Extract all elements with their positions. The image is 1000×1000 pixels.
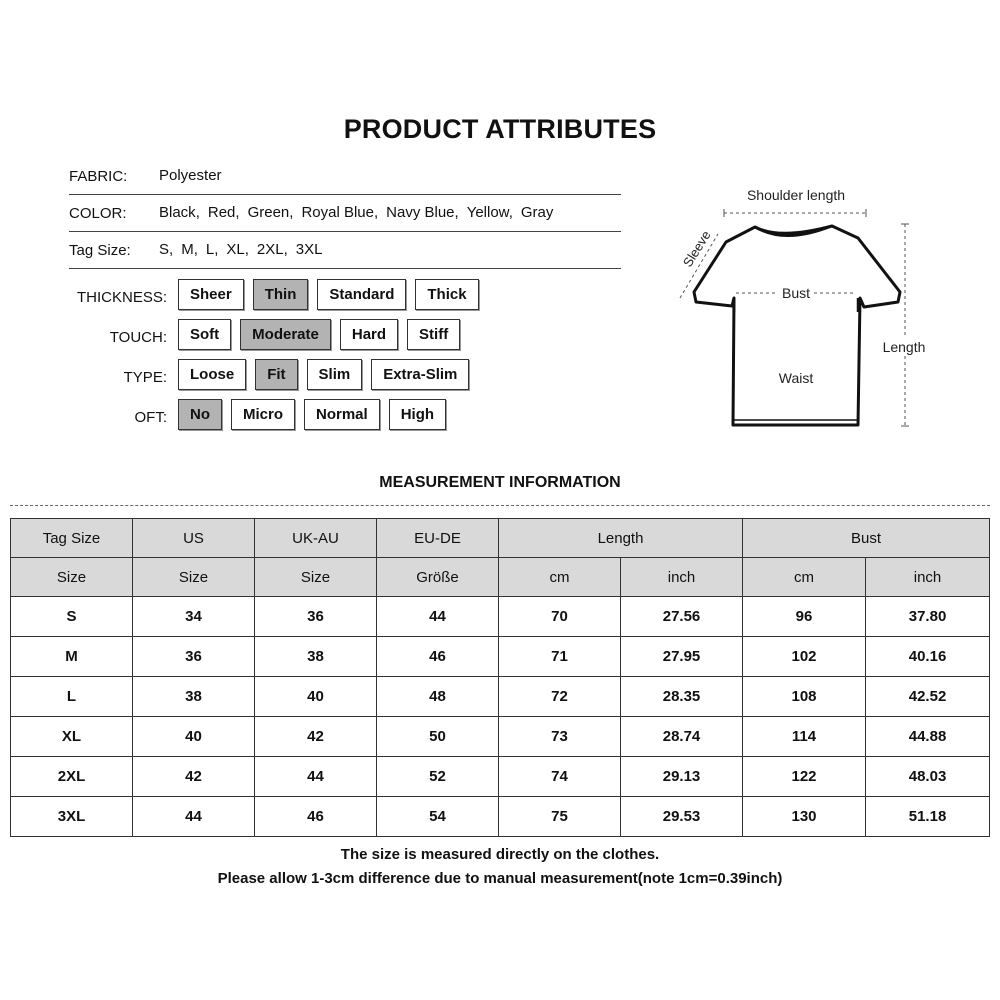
color-values: Black, Red, Green, Royal Blue, Navy Blue, Yellow, Gray [159,204,554,221]
tag-size-item: M [181,241,194,258]
color-row [69,195,621,231]
table-header-cell: US [133,519,255,558]
fabric-label: FABRIC: [69,168,128,185]
fabric-row [69,158,621,194]
table-cell: XL [11,717,133,757]
table-cell: L [11,677,133,717]
table-header-cell: cm [499,558,621,597]
tshirt-outline-icon [694,226,900,425]
option-row [0,359,640,391]
table-cell: M [11,637,133,677]
table-header-cell: inch [621,558,743,597]
table-row [11,757,990,797]
measurement-title: MEASUREMENT INFORMATION [379,474,621,491]
table-cell: 72 [499,677,621,717]
table-cell: 28.35 [621,677,743,717]
table-row [11,717,990,757]
option-chip: Fit [255,359,297,390]
color-label: COLOR: [69,205,127,222]
table-header-cell: EU-DE [377,519,499,558]
table-cell: 28.74 [621,717,743,757]
color-item: Royal Blue [301,204,374,221]
table-cell: 46 [377,637,499,677]
table-cell: 44 [377,597,499,637]
table-cell: 130 [743,797,866,837]
table-cell: 48.03 [866,757,990,797]
table-cell: 71 [499,637,621,677]
table-header-cell: Tag Size [11,519,133,558]
table-header-cell: Bust [743,519,990,558]
length-label: Length [882,339,926,355]
color-item: Red [207,204,236,221]
table-header-cell: Size [133,558,255,597]
option-label: OFT: [134,409,167,426]
table-header-cell: Size [11,558,133,597]
option-group [178,399,446,430]
table-cell: 70 [499,597,621,637]
option-chip: Micro [231,399,295,430]
option-chip: Loose [178,359,246,390]
table-header-row [11,519,990,558]
color-item: Green [247,204,290,221]
tag-size-item: L [205,241,215,258]
table-cell: 50 [377,717,499,757]
table-cell: 44 [133,797,255,837]
table-row [11,637,990,677]
option-chip: Thin [253,279,309,310]
tag-size-item: 3XL [295,241,323,258]
color-item: Yellow [466,204,509,221]
table-cell: 29.53 [621,797,743,837]
option-row [0,319,640,351]
color-item: Gray [520,204,554,221]
table-cell: 44.88 [866,717,990,757]
table-cell: 37.80 [866,597,990,637]
table-header-cell: inch [866,558,990,597]
option-chip: No [178,399,222,430]
table-cell: 40.16 [866,637,990,677]
tag-size-item: XL [226,241,245,258]
size-chart-table [10,518,990,837]
table-cell: 40 [255,677,377,717]
table-row [11,797,990,837]
option-group [178,359,469,390]
table-cell: 36 [133,637,255,677]
tag-size-item: 2XL [256,241,284,258]
option-chip: Thick [415,279,478,310]
option-group [178,319,460,350]
table-cell: S [11,597,133,637]
table-cell: 108 [743,677,866,717]
table-cell: 51.18 [866,797,990,837]
table-cell: 38 [133,677,255,717]
tshirt-diagram [660,180,926,440]
option-row [0,279,640,311]
table-row [11,597,990,637]
table-cell: 42.52 [866,677,990,717]
table-cell: 34 [133,597,255,637]
divider [69,268,621,269]
table-cell: 54 [377,797,499,837]
table-cell: 102 [743,637,866,677]
table-cell: 3XL [11,797,133,837]
option-chip: Soft [178,319,231,350]
table-header-cell: Size [255,558,377,597]
option-chip: Sheer [178,279,244,310]
table-header-cell: cm [743,558,866,597]
table-cell: 74 [499,757,621,797]
dotted-divider [10,505,990,506]
option-group [178,279,479,310]
table-header-cell: Größe [377,558,499,597]
table-cell: 36 [255,597,377,637]
color-item: Black [159,204,196,221]
fabric-value: Polyester [159,167,222,184]
tag-size-values: S, M, L, XL, 2XL, 3XL [159,241,323,258]
option-label: TOUCH: [109,329,167,346]
option-chip: Standard [317,279,406,310]
table-cell: 52 [377,757,499,797]
tag-size-item: S [159,241,170,258]
table-cell: 75 [499,797,621,837]
table-cell: 122 [743,757,866,797]
table-cell: 42 [255,717,377,757]
table-cell: 44 [255,757,377,797]
note-line-2: Please allow 1-3cm difference due to manual measurement(note 1cm=0.39inch) [217,870,783,887]
table-cell: 40 [133,717,255,757]
bust-label: Bust [781,285,811,301]
option-chip: Slim [307,359,363,390]
table-cell: 38 [255,637,377,677]
table-cell: 29.13 [621,757,743,797]
option-chip: Extra-Slim [371,359,469,390]
option-row [0,399,640,431]
table-cell: 114 [743,717,866,757]
table-row [11,677,990,717]
option-chip: High [389,399,446,430]
table-header-cell: UK-AU [255,519,377,558]
table-cell: 73 [499,717,621,757]
page-title: PRODUCT ATTRIBUTES [343,114,657,144]
option-chip: Stiff [407,319,460,350]
sleeve-label: Sleeve [679,227,714,270]
table-header-cell: Length [499,519,743,558]
color-item: Navy Blue [386,204,455,221]
waist-label: Waist [778,370,814,386]
table-cell: 46 [255,797,377,837]
option-label: THICKNESS: [76,289,167,306]
table-cell: 27.56 [621,597,743,637]
note-line-1: The size is measured directly on the clothes. [340,846,660,863]
table-cell: 27.95 [621,637,743,677]
tag-size-row [69,232,621,268]
table-cell: 42 [133,757,255,797]
table-cell: 2XL [11,757,133,797]
table-cell: 48 [377,677,499,717]
option-chip: Moderate [240,319,331,350]
option-label: TYPE: [123,369,167,386]
table-subheader-row [11,558,990,597]
option-chip: Normal [304,399,380,430]
shoulder-length-label: Shoulder length [746,187,846,203]
option-chip: Hard [340,319,398,350]
table-cell: 96 [743,597,866,637]
tag-size-label: Tag Size: [69,242,131,259]
